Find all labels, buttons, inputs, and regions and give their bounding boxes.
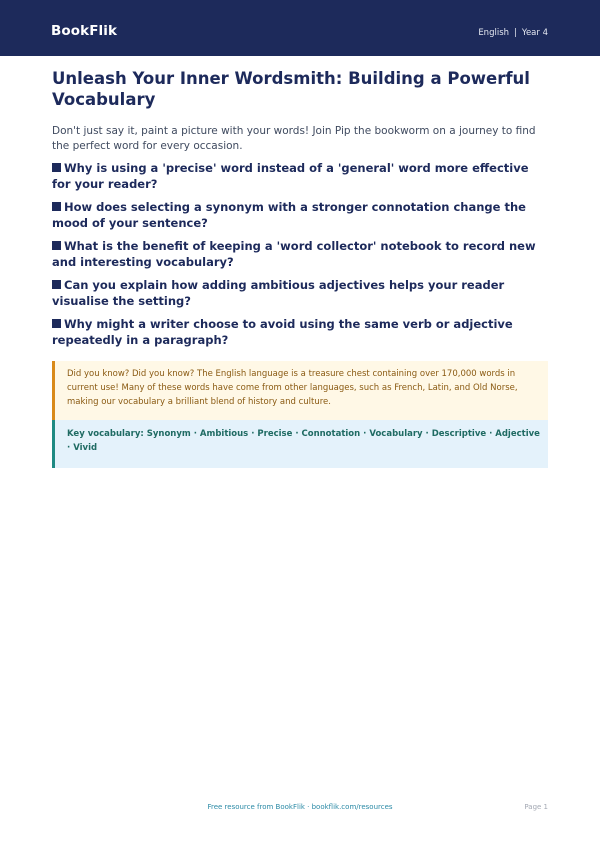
page-title: Unleash Your Inner Wordsmith: Building a Powerful Vocabulary [52,69,530,109]
footer-link[interactable]: Free resource from BookFlik · bookflik.com/resources [207,803,393,811]
did-you-know-callout: Did you know? Did you know? The English language is a treasure chest containing over 170,000 words in current use! Many of these words have come from other languages, such as French, Latin, and Old Norse, making our vocabulary a brilliant blend of history and culture. [52,361,548,420]
square-bullet-icon [52,319,61,328]
question-text: Why is using a 'precise' word instead of a 'general' word more effective for your reader? [52,161,529,191]
main-content [52,68,548,468]
question-item [52,277,548,309]
subject-label: English [478,28,510,38]
intro-text: Don't just say it, paint a picture with your words! Join Pip the bookworm on a journey to find the perfect word for every occasion. [52,125,536,152]
page-number: Page 1 [524,803,548,811]
year-label: Year 4 [521,28,548,38]
question-text: Why might a writer choose to avoid using the same verb or adjective repeatedly in a paragraph? [52,317,513,347]
question-item [52,199,548,231]
square-bullet-icon [52,163,61,172]
brand-logo[interactable]: BookFlik [51,23,118,39]
breadcrumb [478,28,548,38]
question-item [52,160,548,192]
key-vocabulary-box: Key vocabulary: Synonym · Ambitious · Precise · Connotation · Vocabulary · Descriptive · Adjective · Vivid [52,420,548,468]
question-list [52,160,548,348]
square-bullet-icon [52,241,61,250]
question-text: How does selecting a synonym with a stronger connotation change the mood of your sentence? [52,200,526,230]
breadcrumb-separator: | [514,28,517,38]
question-text: What is the benefit of keeping a 'word collector' notebook to record new and interesting vocabulary? [52,239,536,269]
square-bullet-icon [52,202,61,211]
square-bullet-icon [52,280,61,289]
page-header [0,0,600,56]
question-text: Can you explain how adding ambitious adjectives helps your reader visualise the setting? [52,278,505,308]
question-item [52,238,548,270]
question-item [52,316,548,348]
